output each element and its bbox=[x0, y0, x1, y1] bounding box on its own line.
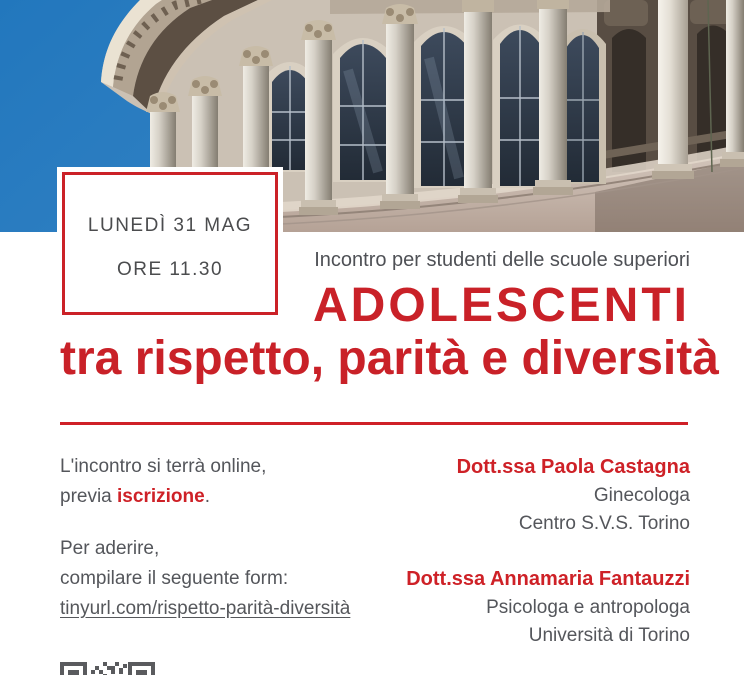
join-line2: compilare il seguente form: bbox=[60, 568, 289, 589]
poster-title-line2: tra rispetto, parità e diversità bbox=[60, 332, 719, 385]
event-date: LUNEDÌ 31 MAG bbox=[87, 214, 253, 236]
speaker-org: Centro S.V.S. Torino bbox=[518, 513, 690, 534]
speakers-column bbox=[406, 452, 690, 675]
event-time: ORE 11.30 bbox=[116, 258, 224, 280]
speaker-name: Dott.ssa Paola Castagna bbox=[456, 456, 690, 478]
speaker-name: Dott.ssa Annamaria Fantauzzi bbox=[406, 568, 690, 590]
signup-prefix: previa bbox=[60, 486, 118, 507]
signup-line bbox=[60, 482, 350, 512]
spacer bbox=[60, 512, 350, 534]
speaker-castagna bbox=[406, 452, 690, 538]
qr-code-icon bbox=[60, 662, 155, 675]
online-line: L'incontro si terrà online, bbox=[60, 456, 267, 477]
info-column bbox=[60, 452, 350, 624]
poster-title-line1: ADOLESCENTI bbox=[312, 279, 690, 332]
signup-link[interactable]: iscrizione bbox=[117, 486, 205, 507]
signup-suffix: . bbox=[204, 486, 210, 507]
form-url-link[interactable]: tinyurl.com/rispetto-parità-diversità bbox=[60, 598, 351, 619]
join-line1: Per aderire, bbox=[60, 538, 160, 559]
headline-block bbox=[60, 249, 719, 387]
qr-code-graphic bbox=[60, 662, 155, 675]
red-divider-rule bbox=[60, 422, 688, 425]
speaker-role: Ginecologa bbox=[593, 485, 690, 506]
audience-line: Incontro per studenti delle scuole superiori bbox=[314, 249, 690, 271]
speaker-role: Psicologa e antropologa bbox=[486, 597, 690, 618]
speaker-org: Università di Torino bbox=[528, 625, 690, 646]
speaker-fantauzzi bbox=[406, 564, 690, 650]
